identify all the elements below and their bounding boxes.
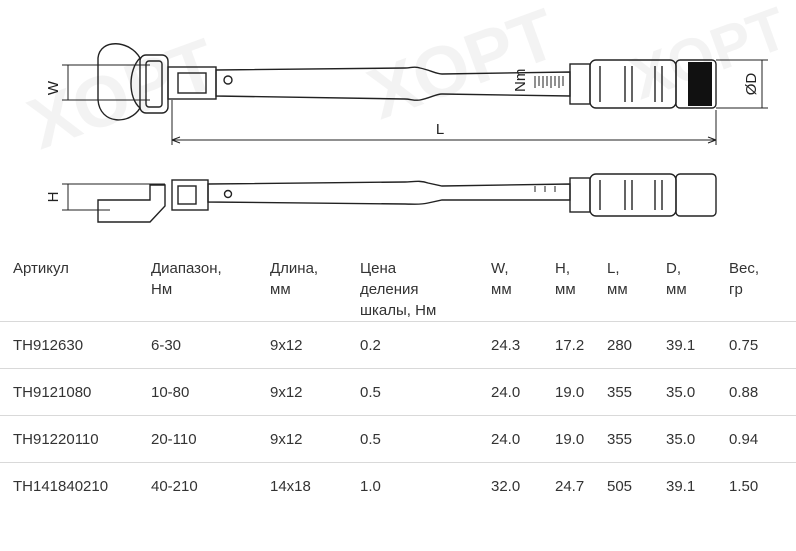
dimension-l-label: L: [435, 121, 445, 138]
cell-w: 24.0: [478, 416, 542, 463]
cell-l: 355: [594, 369, 653, 416]
spec-table: [0, 240, 796, 510]
pivot-pin: [224, 76, 232, 84]
jaw-head-side: [98, 185, 165, 222]
header-d: D, мм: [666, 260, 687, 298]
cell-length: 9x12: [257, 369, 347, 416]
cell-weight: 1.50: [716, 463, 796, 510]
cell-division: 1.0: [347, 463, 478, 510]
dimension-w-label: W: [45, 80, 62, 96]
cell-length: 9x12: [257, 416, 347, 463]
cell-article: TH912630: [0, 322, 138, 369]
cell-weight: 0.88: [716, 369, 796, 416]
cell-division: 0.2: [347, 322, 478, 369]
cell-article: TH141840210: [0, 463, 138, 510]
handle-collar-side: [570, 178, 590, 212]
table-row: [0, 322, 796, 369]
wrench-side-view: [98, 174, 716, 222]
table-row: [0, 416, 796, 463]
cell-range: 10-80: [138, 369, 257, 416]
cell-length: 9x12: [257, 322, 347, 369]
handle-grip-side: [590, 174, 676, 216]
cell-weight: 0.94: [716, 416, 796, 463]
header-w: W, мм: [491, 260, 512, 298]
header-l: L, мм: [607, 260, 628, 298]
cell-l: 505: [594, 463, 653, 510]
cell-h: 19.0: [542, 369, 594, 416]
pivot-pin-side: [225, 191, 232, 198]
cell-l: 355: [594, 416, 653, 463]
handle-collar: [570, 64, 590, 104]
header-weight: Вес, гр: [729, 260, 760, 298]
table-row: [0, 369, 796, 416]
wrench-drawing: [0, 0, 796, 240]
header-length: Длина, мм: [270, 260, 319, 298]
header-h: H, мм: [555, 260, 576, 298]
cell-w: 32.0: [478, 463, 542, 510]
header-range: Диапазон, Нм: [151, 260, 222, 298]
cell-d: 39.1: [653, 463, 716, 510]
adapter-side-inner: [178, 186, 196, 204]
cell-weight: 0.75: [716, 322, 796, 369]
cell-w: 24.0: [478, 369, 542, 416]
cell-w: 24.3: [478, 322, 542, 369]
cell-range: 40-210: [138, 463, 257, 510]
cell-h: 24.7: [542, 463, 594, 510]
dimension-h-label: H: [45, 191, 62, 203]
cell-d: 35.0: [653, 369, 716, 416]
table-header-row: [0, 240, 796, 322]
beam-side: [208, 181, 570, 204]
header-article: Артикул: [13, 260, 69, 277]
cell-division: 0.5: [347, 369, 478, 416]
handle-knob-side: [676, 174, 716, 216]
scale-marks: [535, 76, 563, 88]
cell-article: TH91220110: [0, 416, 138, 463]
cell-length: 14x18: [257, 463, 347, 510]
cell-d: 35.0: [653, 416, 716, 463]
cell-l: 280: [594, 322, 653, 369]
dimension-d-label: ØD: [743, 72, 760, 96]
grip-lines-side: [600, 180, 662, 210]
scale-unit-label: Nm: [512, 68, 529, 92]
cell-range: 20-110: [138, 416, 257, 463]
cell-range: 6-30: [138, 322, 257, 369]
cell-h: 17.2: [542, 322, 594, 369]
knob-knurl: [688, 62, 712, 106]
cell-d: 39.1: [653, 322, 716, 369]
cell-division: 0.5: [347, 416, 478, 463]
cell-h: 19.0: [542, 416, 594, 463]
table-row: [0, 463, 796, 510]
header-division: Цена деления шкалы, Нм: [360, 260, 437, 319]
scale-marks-side: [535, 186, 555, 192]
cell-article: TH9121080: [0, 369, 138, 416]
